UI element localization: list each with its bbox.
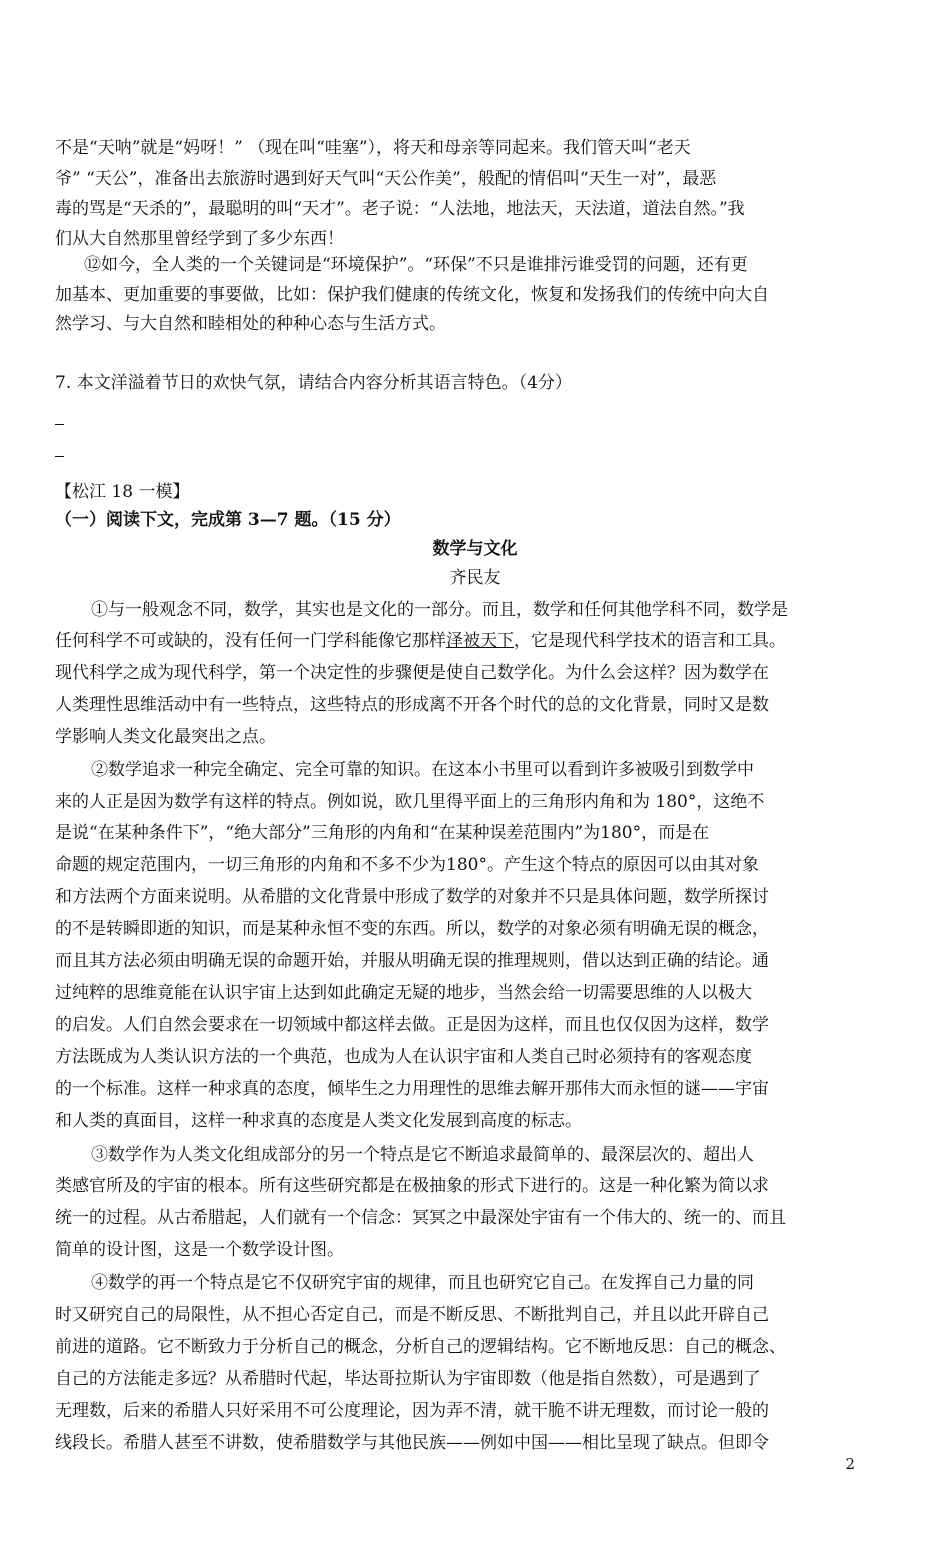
paragraph-1-line: 现代科学之成为现代科学，第一个决定性的步骤便是使自己数学化。为什么会这样？因为数学在	[55, 663, 769, 683]
paragraph-3-line: 类感官所及的宇宙的根本。所有这些研究都是在极抽象的形式下进行的。这是一种化繁为简以求	[55, 1176, 769, 1196]
article-title: 数学与文化	[432, 539, 518, 559]
paragraph-2-line: 来的人正是因为数学有这样的特点。例如说，欧几里得平面上的三角形内角和为 180°，这绝不	[55, 792, 765, 812]
paragraph-3-line: 统一的过程。从古希腊起，人们就有一个信念：冥冥之中最深处宇宙有一个伟大的、统一的、而且	[55, 1208, 786, 1228]
text-line: 毒的骂是“天杀的”，最聪明的叫“天才”。老子说：“人法地，地法天，天法道，道法自然。”我	[55, 199, 745, 219]
answer-blank	[55, 456, 64, 457]
paragraph-2-line: 过纯粹的思维竟能在认识宇宙上达到如此确定无疑的地步，当然会给一切需要思维的人以极大	[55, 983, 752, 1003]
underlined-phrase: 泽被天下	[446, 631, 514, 651]
paragraph-2-line: 命题的规定范围内，一切三角形的内角和不多不少为180°。产生这个特点的原因可以由其对象	[55, 855, 759, 875]
article-author: 齐民友	[449, 568, 501, 588]
paragraph-12-line: 然学习、与大自然和睦相处的种种心态与生活方式。	[55, 314, 446, 334]
paragraph-3-line: 简单的设计图，这是一个数学设计图。	[55, 1240, 344, 1260]
paragraph-2-line: 和方法两个方面来说明。从希腊的文化背景中形成了数学的对象并不只是具体问题，数学所探讨	[55, 887, 769, 907]
question-7: 7. 本文洋溢着节日的欢快气氛，请结合内容分析其语言特色。（4分）	[55, 373, 572, 393]
paragraph-12-line: 加基本、更加重要的事要做，比如：保护我们健康的传统文化，恢复和发扬我们的传统中向大自	[55, 285, 769, 305]
paragraph-12-line: ⑫如今，全人类的一个关键词是“环境保护”。“环保”不只是谁排污谁受罚的问题，还有更	[84, 255, 748, 275]
paragraph-2-line: 方法既成为人类认识方法的一个典范，也成为人在认识宇宙和人类自己时必须持有的客观态度	[55, 1047, 752, 1067]
paragraph-2-line: 的一个标准。这样一种求真的态度，倾毕生之力用理性的思维去解开那伟大而永恒的谜——宇宙	[55, 1079, 769, 1099]
paragraph-1-text: 任何科学不可或缺的，没有任何一门学科能像它那样	[55, 631, 446, 651]
paragraph-2-line: ②数学追求一种完全确定、完全可靠的知识。在这本小书里可以看到许多被吸引到数学中	[91, 760, 754, 780]
paragraph-4-line: ④数学的再一个特点是它不仅研究宇宙的规律，而且也研究它自己。在发挥自己力量的同	[91, 1273, 754, 1293]
paragraph-1-text: ，它是现代科学技术的语言和工具。	[514, 631, 786, 651]
paragraph-2-line: 和人类的真面目，这样一种求真的态度是人类文化发展到高度的标志。	[55, 1111, 582, 1131]
paragraph-1-line	[55, 630, 905, 652]
source-tag: 【松江 18 一模】	[55, 482, 190, 502]
paragraph-4-line: 无理数，后来的希腊人只好采用不可公度理论，因为弄不清，就干脆不讲无理数，而讨论一般的	[55, 1401, 769, 1421]
paragraph-2-line: 是说“在某种条件下”，“绝大部分”三角形的内角和“在某种误差范围内”为180°，而是在	[55, 823, 710, 843]
paragraph-1-line: ①与一般观念不同，数学，其实也是文化的一部分。而且，数学和任何其他学科不同，数学是	[91, 600, 788, 620]
paragraph-4-line: 前进的道路。它不断致力于分析自己的概念，分析自己的逻辑结构。它不断地反思：自己的概念、	[55, 1337, 786, 1357]
section-heading: （一）阅读下文，完成第 3—7 题。（15 分）	[55, 510, 401, 530]
paragraph-3-line: ③数学作为人类文化组成部分的另一个特点是它不断追求最简单的、最深层次的、超出人	[91, 1145, 754, 1165]
answer-blank	[55, 424, 64, 425]
page-number: 2	[845, 1455, 855, 1473]
paragraph-1-line: 人类理性思维活动中有一些特点，这些特点的形成离不开各个时代的总的文化背景，同时又是数	[55, 695, 769, 715]
paragraph-2-line: 而且其方法必须由明确无误的命题开始，并服从明确无误的推理规则，借以达到正确的结论。通	[55, 951, 769, 971]
text-line: 们从大自然那里曾经学到了多少东西！	[55, 229, 344, 249]
text-line: 爷” “天公”，准备出去旅游时遇到好天气叫“天公作美”，般配的情侣叫“天生一对”，最恶	[55, 169, 717, 189]
text-line: 不是“天呐”就是“妈呀！” （现在叫“哇塞”），将天和母亲等同起来。我们管天叫“老天	[55, 138, 691, 158]
paragraph-4-line: 时又研究自己的局限性，从不担心否定自己，而是不断反思、不断批判自己，并且以此开辟自己	[55, 1305, 769, 1325]
paragraph-4-line: 线段长。希腊人甚至不讲数，使希腊数学与其他民族——例如中国——相比呈现了缺点。但即令	[55, 1433, 769, 1453]
paragraph-4-line: 自己的方法能走多远？从希腊时代起，毕达哥拉斯认为宇宙即数（他是指自然数），可是遇到了	[55, 1369, 761, 1389]
paragraph-2-line: 的不是转瞬即逝的知识，而是某种永恒不变的东西。所以，数学的对象必须有明确无误的概念，	[55, 919, 769, 939]
paragraph-1-line: 学影响人类文化最突出之点。	[55, 727, 276, 747]
paragraph-2-line: 的启发。人们自然会要求在一切领域中都这样去做。正是因为这样，而且也仅仅因为这样，数学	[55, 1015, 769, 1035]
